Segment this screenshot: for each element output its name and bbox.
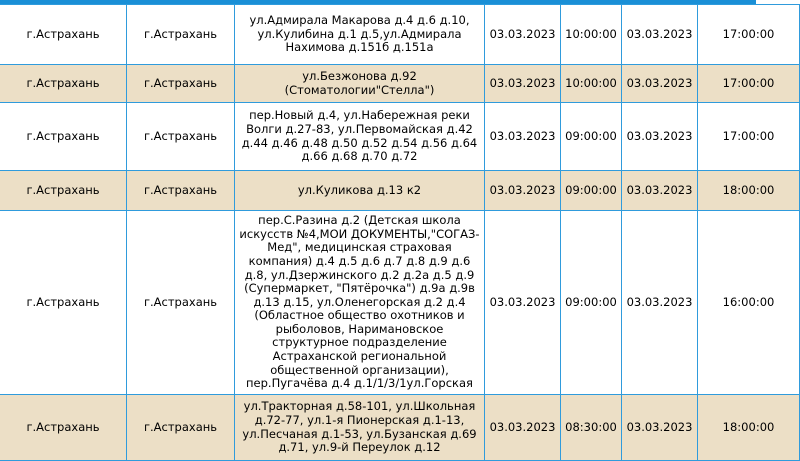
table-row [0,5,800,65]
start-time-cell: 09:00:00 [561,171,622,211]
end-time-cell: 17:00:00 [698,5,800,65]
start-date-cell: 03.03.2023 [485,5,561,65]
address-cell: ул.Куликова д.13 к2 [235,171,485,211]
end-time-cell: 16:00:00 [698,211,800,395]
end-time-cell: 18:00:00 [698,395,800,461]
region-cell: г.Астрахань [0,171,127,211]
city-cell: г.Астрахань [127,65,235,103]
city-cell: г.Астрахань [127,211,235,395]
address-cell: ул.Тракторная д.58-101, ул.Школьная д.72-77, ул.1-я Пионерская д.1-13, ул.Песчаная д.1-53, ул.Бузанская д.69 д.71, ул.9-й Переулок д.12 [235,395,485,461]
table-row [0,103,800,171]
end-date-cell: 03.03.2023 [622,65,698,103]
start-date-cell: 03.03.2023 [485,103,561,171]
address-cell: ул.Адмирала Макарова д.4 д.6 д.10, ул.Кулибина д.1 д.5,ул.Адмирала Нахимова д.151б д.151а [235,5,485,65]
start-date-cell: 03.03.2023 [485,211,561,395]
table-row [0,171,800,211]
address-cell: пер.С.Разина д.2 (Детская школа искусств №4,МОИ ДОКУМЕНТЫ,"СОГАЗ-Мед", медицинская страховая компания) д.4 д.5 д.6 д.7 д.8 д.9 д.6 д.8, ул.Дзержинского д.2 д.2а д.5 д.9 (Супермаркет, "Пятёрочка") д.9а д.9в д.13 д.15, ул.Оленегорская д.2 д.4 (Областное общество охотников и рыболовов, Наримановское структурное подразделение Астраханской региональной общественной организации), пер.Пугачёва д.4 д.1/1/3/1ул.Горская [235,211,485,395]
end-date-cell: 03.03.2023 [622,395,698,461]
end-date-cell: 03.03.2023 [622,171,698,211]
start-time-cell: 08:30:00 [561,395,622,461]
end-time-cell: 17:00:00 [698,103,800,171]
end-date-cell: 03.03.2023 [622,5,698,65]
region-cell: г.Астрахань [0,395,127,461]
address-cell: ул.Безжонова д.92 (Стоматологии"Стелла") [235,65,485,103]
region-cell: г.Астрахань [0,103,127,171]
city-cell: г.Астрахань [127,5,235,65]
region-cell: г.Астрахань [0,65,127,103]
city-cell: г.Астрахань [127,395,235,461]
start-time-cell: 09:00:00 [561,103,622,171]
region-cell: г.Астрахань [0,5,127,65]
city-cell: г.Астрахань [127,103,235,171]
start-time-cell: 09:00:00 [561,211,622,395]
start-date-cell: 03.03.2023 [485,395,561,461]
start-date-cell: 03.03.2023 [485,65,561,103]
city-cell: г.Астрахань [127,171,235,211]
end-time-cell: 18:00:00 [698,171,800,211]
table-row [0,65,800,103]
start-date-cell: 03.03.2023 [485,171,561,211]
end-date-cell: 03.03.2023 [622,103,698,171]
end-date-cell: 03.03.2023 [622,211,698,395]
outage-table [0,4,800,461]
start-time-cell: 10:00:00 [561,5,622,65]
address-cell: пер.Новый д.4, ул.Набережная реки Волги д.27-83, ул.Первомайская д.42 д.44 д.46 д.48 д.50 д.52 д.54 д.56 д.64 д.66 д.68 д.70 д.72 [235,103,485,171]
end-time-cell: 17:00:00 [698,65,800,103]
table-row [0,211,800,395]
table-row [0,395,800,461]
start-time-cell: 10:00:00 [561,65,622,103]
region-cell: г.Астрахань [0,211,127,395]
